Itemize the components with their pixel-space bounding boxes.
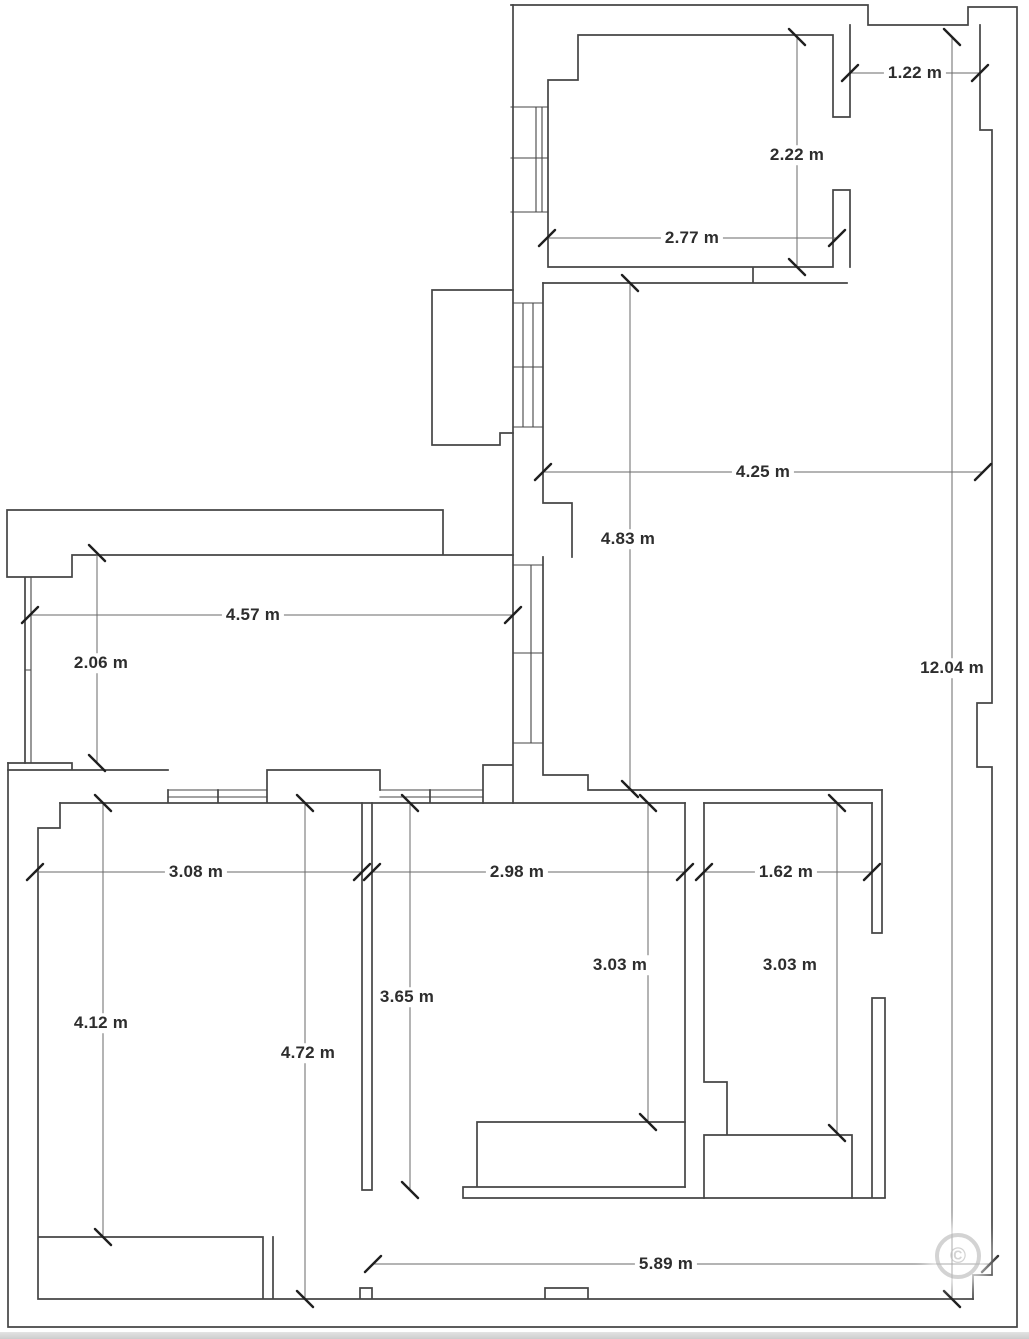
wall-balcony bbox=[432, 290, 513, 445]
window-central-wall bbox=[513, 565, 543, 743]
dimension-label-upper-room-width: 2.77 m bbox=[661, 228, 723, 248]
dimension-label-living-area-height: 4.83 m bbox=[597, 529, 659, 549]
dimension-label-room-middle-depth: 3.65 m bbox=[376, 987, 438, 1007]
dimension-label-living-area-width: 4.25 m bbox=[732, 462, 794, 482]
dimension-label-room-middle-width: 2.98 m bbox=[486, 862, 548, 882]
dimension-label-upper-right-opening: 1.22 m bbox=[884, 63, 946, 83]
wall-bottom-band bbox=[60, 770, 872, 803]
dimension-label-bottom-strip-width: 5.89 m bbox=[635, 1254, 697, 1274]
dimension-label-upper-room-height: 2.22 m bbox=[766, 145, 828, 165]
wall-divider-left-middle bbox=[362, 803, 372, 1190]
wall-room-small-right bbox=[872, 790, 885, 1197]
window-balcony-door bbox=[513, 303, 543, 427]
dimension-label-room-left-width: 3.08 m bbox=[165, 862, 227, 882]
window-upper-room-left bbox=[511, 107, 548, 212]
wall-left-and-hallway-top bbox=[7, 510, 513, 763]
wall-central bbox=[483, 5, 882, 803]
dimension-room-small-height bbox=[829, 795, 845, 1141]
window-glazing bbox=[25, 107, 548, 797]
window-band-right bbox=[380, 790, 483, 797]
dimension-label-room-left-depth: 4.72 m bbox=[277, 1043, 339, 1063]
wall-room-middle-bottom bbox=[463, 1122, 885, 1198]
dimension-lines bbox=[22, 29, 998, 1307]
copyright-watermark-icon: © bbox=[935, 1233, 981, 1279]
dimension-label-room-left-height: 4.12 m bbox=[70, 1013, 132, 1033]
dimension-label-hallway-height: 2.06 m bbox=[70, 653, 132, 673]
wall-hallway-bottom bbox=[8, 763, 168, 770]
dimension-label-room-small-height: 3.03 m bbox=[759, 955, 821, 975]
window-hallway-left bbox=[25, 577, 31, 763]
walls bbox=[7, 5, 1017, 1327]
dimension-label-hallway-width: 4.57 m bbox=[222, 605, 284, 625]
dimension-label-room-small-width: 1.62 m bbox=[755, 862, 817, 882]
page-bottom-edge bbox=[0, 1332, 1029, 1339]
dimension-label-room-middle-height: 3.03 m bbox=[589, 955, 651, 975]
dimension-label-overall-height: 12.04 m bbox=[916, 658, 988, 678]
